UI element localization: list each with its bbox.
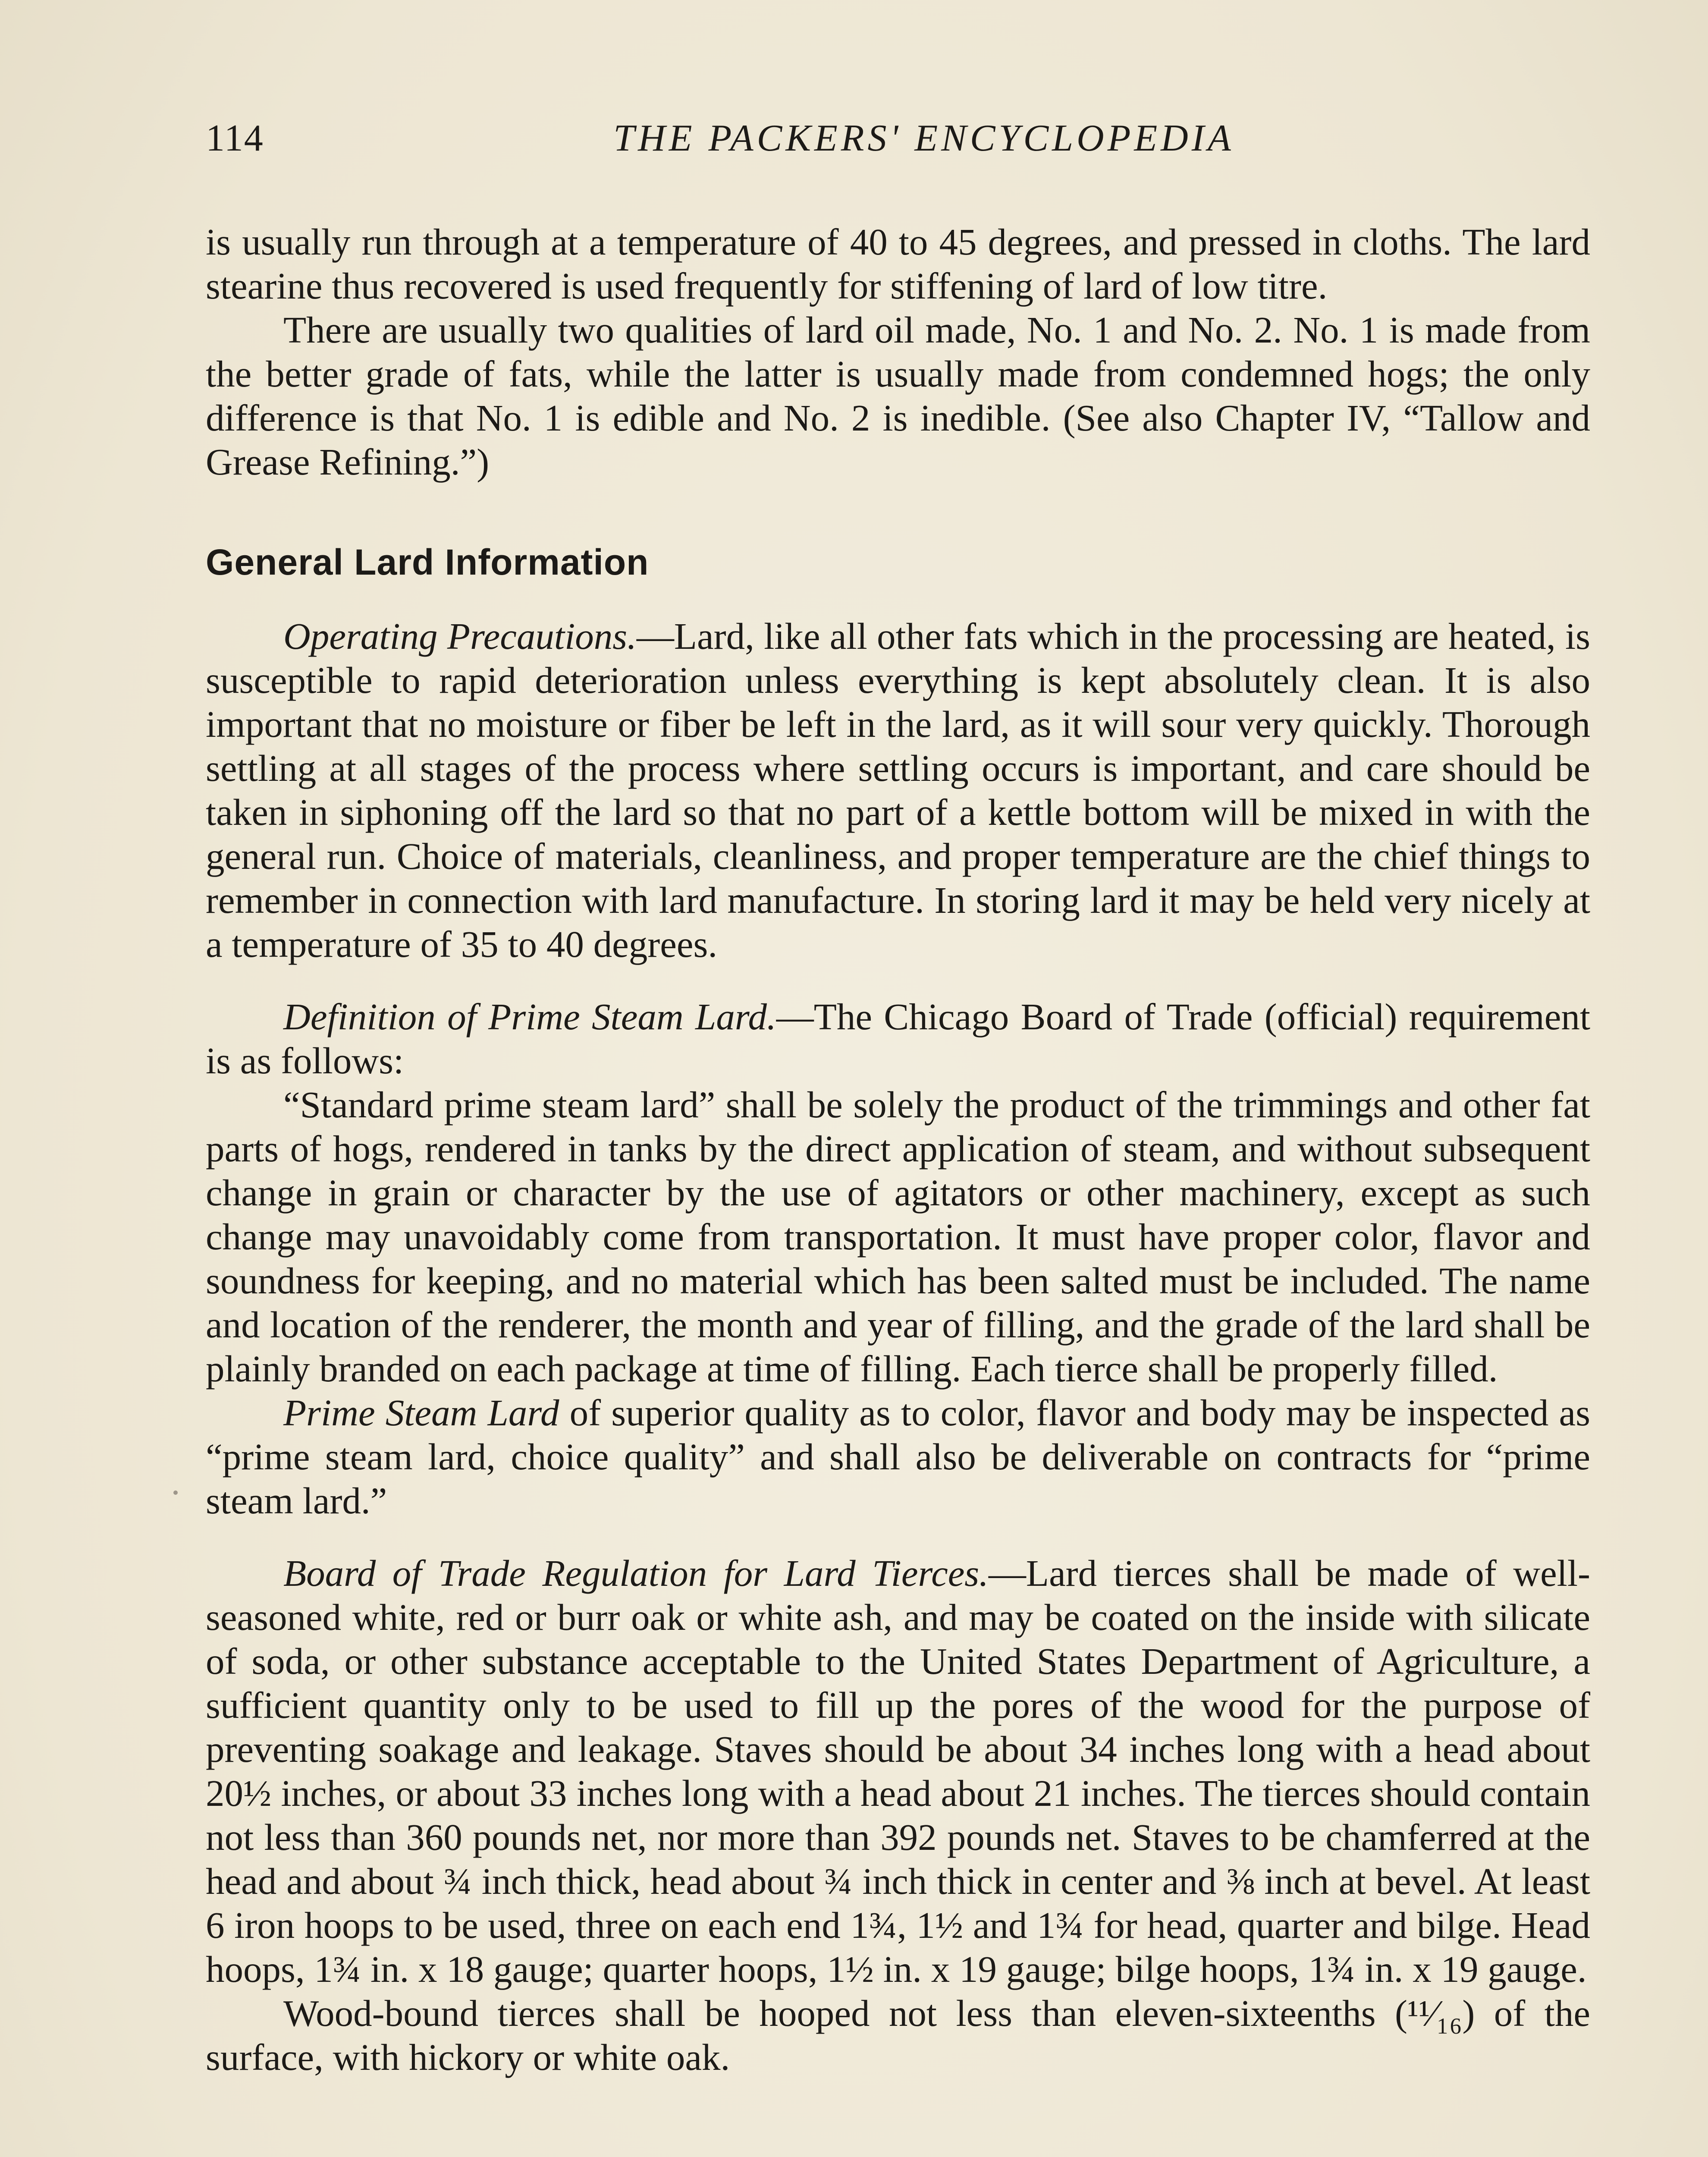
run-in-term-prime-steam-lard: Prime Steam Lard — [283, 1392, 559, 1434]
paragraph-continuation: is usually run through at a temperature of 40 to 45 degrees, and pressed in cloths. The lard stearine thus recovered is used frequently for stiffening of lard of low titre. — [206, 221, 1590, 307]
page-number: 114 — [206, 117, 264, 159]
paragraph-lard-oil-qualities: There are usually two qualities of lard oil made, No. 1 and No. 2. No. 1 is made from the better grade of fats, while the latter is usually made from condemned hogs; the only difference is that No. 1 is edible and No. 2 is inedible. (See also Chapter IV, “Tallow and Grease Refining.”) — [206, 309, 1590, 483]
paragraph-text: —Lard tierces shall be made of well-seasoned white, red or burr oak or white ash, and may be coated on the inside with silicate of soda, or other substance acceptable to the United States Department of Agriculture, a sufficient quantity only to be used to fill up the pores of the wood for the purpose of preventing soakage and leakage. Staves should be about 34 inches long with a head about 20½ inches, or about 33 inches long with a head about 21 inches. The tierces should contain not less than 360 pounds net, nor more than 392 pounds net. Staves to be chamferred at the head and about ¾ inch thick, head about ¾ inch thick in center and ⅜ inch at bevel. At least 6 iron hoops to be used, three on each end 1¾, 1½ and 1¾ for head, quarter and bilge. Head hoops, 1¾ in. x 18 gauge; quarter hoops, 1½ in. x 19 gauge; bilge hoops, 1¾ in. x 19 gauge. — [206, 1552, 1590, 1990]
margin-speck — [173, 1490, 178, 1495]
section-heading: General Lard Information — [206, 542, 649, 582]
running-title: THE PACKERS' ENCYCLOPEDIA — [613, 117, 1234, 159]
paragraph-lard-tierces-regulation — [206, 1551, 1590, 1991]
paragraph-definition-prime-steam-lard — [206, 995, 1590, 1083]
paragraph-wood-bound-tierces: Wood-bound tierces shall be hooped not less than eleven-sixteenths (¹¹⁄₁₆) of the surface, with hickory or white oak. — [206, 1992, 1590, 2078]
page-body — [206, 220, 1590, 2079]
paragraph-text: —Lard, like all other fats which in the processing are heated, is susceptible to rapid deterioration unless everything is kept absolutely clean. It is also important that no moisture or fiber be left in the lard, as it will sour very quickly. Thorough settling at all stages of the process where settling occurs is important, and care should be taken in siphoning off the lard so that no part of a kettle bottom will be mixed in with the general run. Choice of materials, cleanliness, and proper temperature are the chief things to remember in connection with lard manufacture. In storing lard it may be held very nicely at a temperature of 35 to 40 degrees. — [206, 615, 1591, 965]
paragraph-standard-prime-steam-lard: “Standard prime steam lard” shall be solely the product of the trimmings and other fat parts of hogs, rendered in tanks by the direct application of steam, and without subsequent change in grain or character by the use of agitators or other machinery, except as such change may unavoidably come from transportation. It must have proper color, flavor and soundness for keeping, and no material which has been salted must be included. The name and location of the renderer, the month and year of filling, and the grade of the lard shall be plainly branded on each package at time of filling. Each tierce shall be properly filled. — [206, 1084, 1590, 1390]
page-header — [206, 116, 1590, 164]
paragraph-text: —The Chicago Board of Trade (official) requirement is as follows: — [206, 996, 1590, 1082]
run-in-heading-definition: Definition of Prime Steam Lard. — [283, 996, 776, 1038]
paragraph-prime-steam-lard-superior — [206, 1391, 1590, 1523]
paragraph-text: of superior quality as to color, flavor and body may be inspected as “prime steam lard, choice quality” and shall also be deliverable on contracts for “prime steam lard.” — [206, 1392, 1590, 1522]
run-in-heading-operating-precautions: Operating Precautions. — [283, 615, 637, 657]
run-in-heading-tierces: Board of Trade Regulation for Lard Tierces. — [283, 1552, 989, 1594]
paragraph-operating-precautions — [206, 614, 1590, 966]
